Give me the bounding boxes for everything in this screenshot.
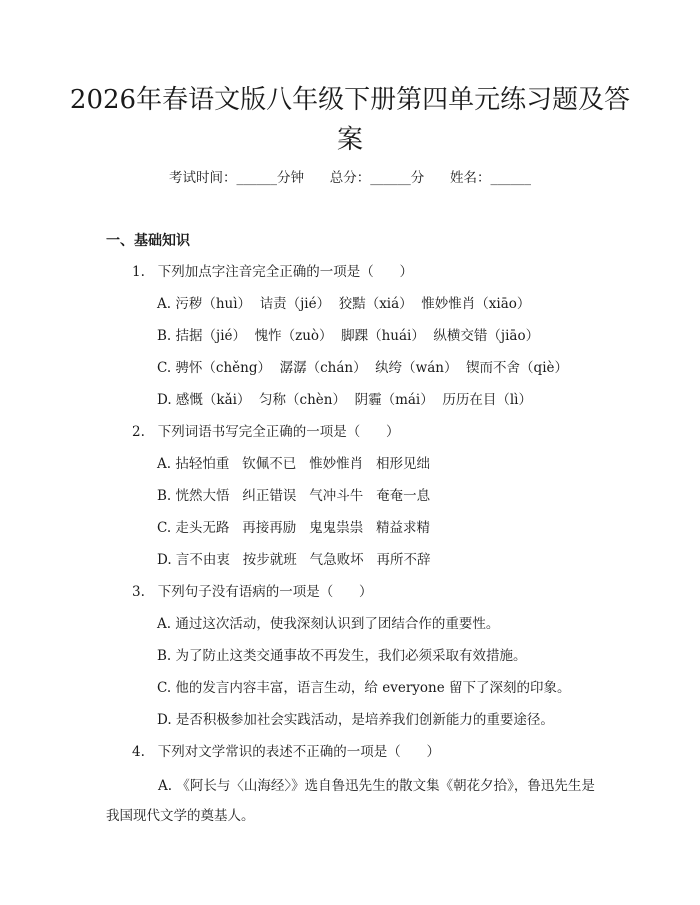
question-1-option-a: A. 污秽（huì） 诘责（jié） 狡黠（xiá） 惟妙惟肖（xiāo） — [157, 296, 531, 312]
question-2-option-c: C. 走头无路 再接再励 鬼鬼祟祟 精益求精 — [157, 520, 431, 536]
section-heading-basic-knowledge: 一、基础知识 — [106, 233, 190, 249]
question-1-option-d: D. 感慨（kǎi） 匀称（chèn） 阴霾（mái） 历历在目（lì） — [157, 392, 532, 408]
question-4-option-a: A. 《阿长与〈山海经〉》选自鲁迅先生的散文集《朝花夕拾》，鲁迅先生是我国现代文学的奠基人。 — [106, 778, 595, 824]
question-2-option-b: B. 恍然大悟 纠正错误 气冲斗牛 奄奄一息 — [157, 488, 431, 504]
question-4-stem: 4. 下列对文学常识的表述不正确的一项是（ ） — [132, 744, 441, 760]
question-2-option-d: D. 言不由衷 按步就班 气急败坏 再所不辞 — [157, 552, 431, 568]
exam-info — [0, 168, 700, 188]
question-1-stem: 1. 下列加点字注音完全正确的一项是（ ） — [132, 264, 414, 280]
exam-info-text: 考试时间：______分钟 总分：______分 姓名：______ — [169, 170, 531, 186]
question-2-option-a: A. 拈轻怕重 钦佩不已 惟妙惟肖 相形见绌 — [157, 456, 430, 472]
question-2-stem: 2. 下列词语书写完全正确的一项是（ ） — [132, 424, 400, 440]
question-3-option-a: A. 通过这次活动，使我深刻认识到了团结合作的重要性。 — [157, 616, 500, 632]
question-1-option-c: C. 骋怀（chěng） 潺潺（chán） 纨绔（wán） 锲而不舍（qiè） — [157, 360, 569, 376]
question-3-option-b: B. 为了防止这类交通事故不再发生，我们必须采取有效措施。 — [157, 648, 527, 664]
question-1-option-b: B. 拮据（jié） 愧怍（zuò） 脚踝（huái） 纵横交错（jiāo） — [157, 328, 540, 344]
question-3-option-c: C. 他的发言内容丰富，语言生动，给 everyone 留下了深刻的印象。 — [157, 680, 571, 696]
question-3-option-d: D. 是否积极参加社会实践活动，是培养我们创新能力的重要途径。 — [157, 712, 554, 728]
page-title: 2026年春语文版八年级下册第四单元练习题及答案 — [69, 85, 631, 155]
question-3-stem: 3. 下列句子没有语病的一项是（ ） — [132, 584, 373, 600]
